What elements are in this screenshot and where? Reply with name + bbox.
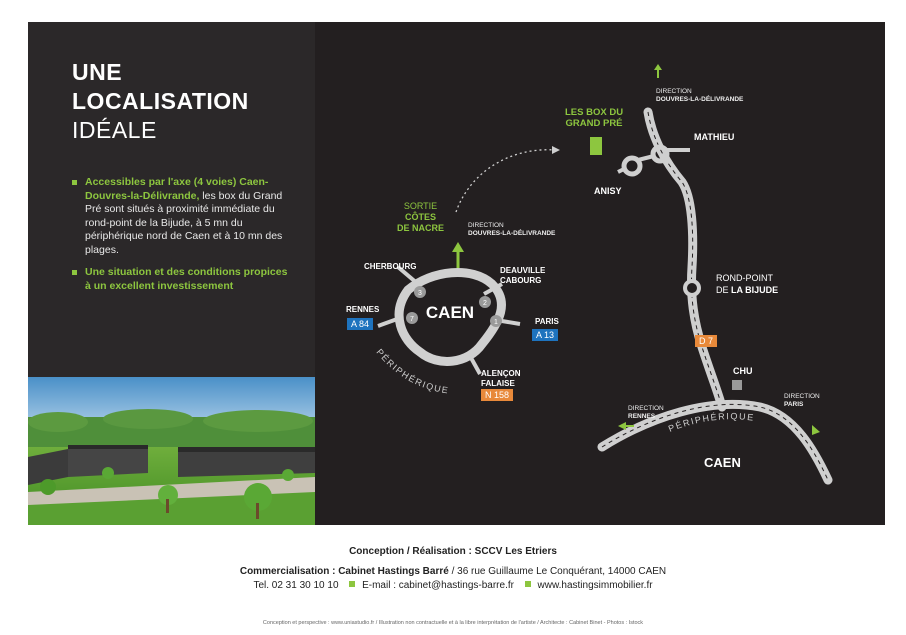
svg-text:2: 2 <box>483 300 487 307</box>
bullet-investment-lead: Une situation et des conditions propices à un excellent investissement <box>85 266 288 292</box>
bijude-roundabout-icon <box>685 281 699 295</box>
svg-text:3: 3 <box>418 290 422 297</box>
caen-ring-map <box>320 22 620 525</box>
box-grand-pre-label <box>565 107 623 129</box>
paris-arrow-icon <box>812 425 820 435</box>
chu-label: CHU <box>733 366 753 376</box>
svg-text:7: 7 <box>410 316 414 323</box>
n158-tag: N 158 <box>481 389 513 401</box>
deauville-cabourg-label <box>500 266 545 286</box>
anisy-label: ANISY <box>594 186 622 196</box>
box-grand-pre-marker-icon <box>590 137 602 155</box>
direction-small: DIRECTION <box>784 393 820 400</box>
direction-small: DIRECTION <box>628 405 664 412</box>
rond-line-2-pre: DE <box>716 285 732 295</box>
a84-tag: A 84 <box>347 318 373 330</box>
direction-rennes-name: RENNES <box>628 413 656 420</box>
box-line-1: LES BOX DU <box>565 107 624 118</box>
box-line-2: GRAND PRÉ <box>565 118 623 129</box>
map1-periph-label: PÉRIPHÉRIQUE <box>374 346 450 396</box>
bullet-access <box>72 176 290 257</box>
footer-contacts <box>0 580 906 591</box>
title-line-2: LOCALISATION <box>72 88 249 114</box>
title-line-3: IDÉALE <box>72 117 157 143</box>
footer-website[interactable]: www.hastingsimmobilier.fr <box>537 580 653 591</box>
svg-text:1: 1 <box>494 319 498 326</box>
main-road <box>648 112 722 407</box>
alencon-falaise-label <box>481 369 521 389</box>
direction-paris <box>784 393 820 409</box>
direction-paris-name: PARIS <box>784 401 804 408</box>
map2-periph-label: PÉRIPHÉRIQUE <box>666 411 756 434</box>
direction-small: DIRECTION <box>468 222 504 229</box>
commercialisation-bold: Commercialisation : Cabinet Hastings Barré <box>239 566 449 577</box>
cherbourg-label: CHERBOURG <box>364 262 417 271</box>
bullet-square-icon <box>72 180 77 185</box>
exit-marker-7 <box>406 312 418 324</box>
bullet-square-icon <box>349 581 355 587</box>
footer-commercialisation <box>0 566 906 577</box>
map2-direction-douvres <box>656 88 743 104</box>
cabourg: CABOURG <box>500 276 542 285</box>
a13-tag: A 13 <box>532 329 558 341</box>
footer-credits: Conception et perspective : www.uniastudio.fr / Illustration non contractuelle et à la libre interprétation de l'artiste / Architecte : Cabinet Binet - Photos : Istock <box>262 620 644 626</box>
rond-line-1: ROND-POINT <box>716 273 773 283</box>
footer-tel: Tel. 02 31 30 10 10 <box>253 580 339 591</box>
bullet-access-lead: Accessibles par l'axe (4 voies) Caen-Douvres-la-Délivrande, <box>85 176 269 202</box>
exit-marker-2 <box>479 296 491 308</box>
north-arrow-icon <box>654 64 662 70</box>
deauville: DEAUVILLE <box>500 266 546 275</box>
map1-city-label: CAEN <box>425 303 475 322</box>
exit-marker-3 <box>414 286 426 298</box>
direction-small: DIRECTION <box>656 88 692 95</box>
title-line-1: UNE <box>72 59 123 85</box>
rennes-arrow-icon <box>618 422 626 430</box>
rond-line-2-bold: LA BIJUDE <box>731 285 779 295</box>
north-arrow-icon <box>452 242 464 252</box>
falaise: FALAISE <box>481 379 515 388</box>
commercialisation-address: / 36 rue Guillaume Le Conquérant, 14000 CAEN <box>448 566 667 577</box>
bullet-investment <box>72 266 290 293</box>
footer-email[interactable]: E-mail : cabinet@hastings-barre.fr <box>362 580 514 591</box>
map2-caen-label: CAEN <box>704 455 741 470</box>
bullet-square-icon <box>525 581 531 587</box>
rond-point-bijude-label <box>716 272 778 296</box>
map1-direction-douvres <box>468 222 555 238</box>
direction-douvres: DOUVRES-LA-DÉLIVRANDE <box>468 230 556 237</box>
bullet-square-icon <box>72 270 77 275</box>
footer-conception: Conception / Réalisation : SCCV Les Etriers <box>349 546 557 557</box>
sortie-line-3: DE NACRE <box>397 223 445 233</box>
sortie-line-1: SORTIE <box>403 201 438 211</box>
page-title <box>72 58 249 145</box>
sortie-line-2: CÔTES <box>405 212 437 222</box>
d7-tag: D 7 <box>695 335 717 347</box>
paris-label: PARIS <box>535 317 559 326</box>
sortie-cotes-nacre-label <box>397 201 444 234</box>
bullet-access-text: les box du Grand Pré sont situés à proximité immédiate du rond-point de la Bijude, à 5 mn du périphérique nord de Caen et à 10 mn des plages. <box>85 189 283 256</box>
mathieu-label: MATHIEU <box>694 132 735 142</box>
exit-marker-1 <box>490 315 502 327</box>
building-illustration <box>28 377 315 525</box>
chu-marker-icon <box>732 380 742 390</box>
direction-rennes <box>628 405 664 421</box>
rennes-label: RENNES <box>346 305 380 314</box>
direction-douvres: DOUVRES-LA-DÉLIVRANDE <box>656 96 744 103</box>
alencon: ALENÇON <box>481 369 521 378</box>
